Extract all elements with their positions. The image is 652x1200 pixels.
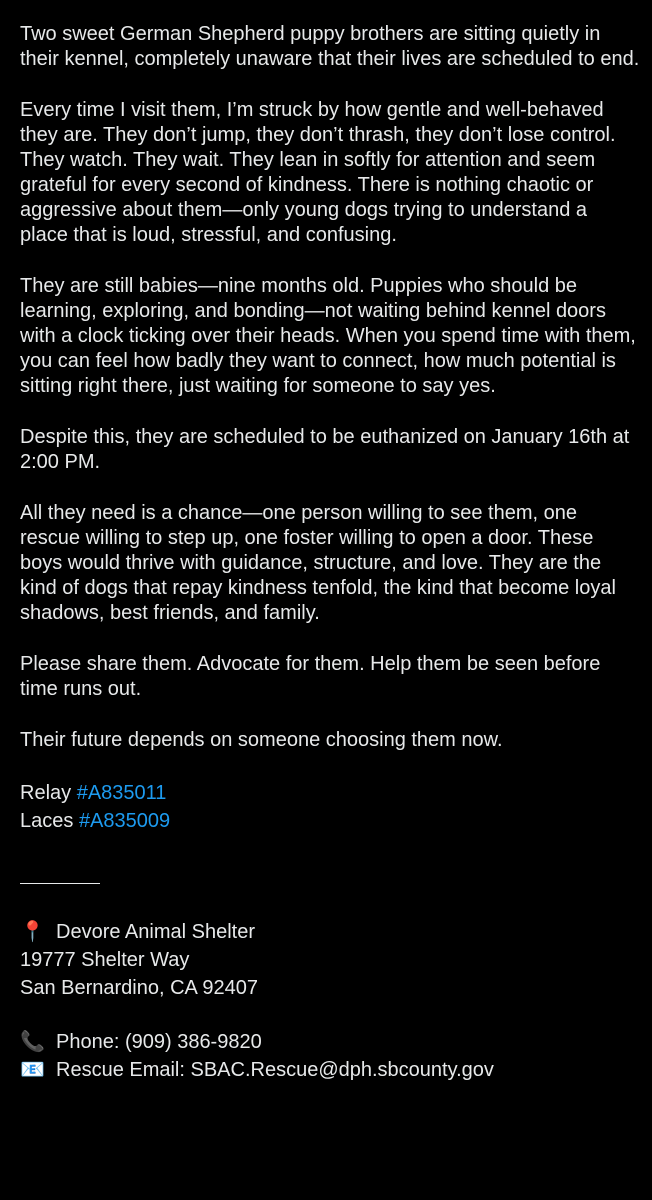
dog-name: Laces	[20, 810, 74, 832]
contact-info	[20, 1028, 640, 1084]
paragraph-schedule: Despite this, they are scheduled to be euthanized on January 16th at 2:00 PM.	[20, 426, 630, 473]
email-line	[20, 1056, 640, 1084]
dog-list	[20, 779, 640, 835]
shelter-city: San Bernardino, CA 92407	[20, 977, 258, 999]
paragraph-future: Their future depends on someone choosing them now.	[20, 729, 503, 751]
post-body	[20, 22, 640, 1084]
paragraph-gentle: Every time I visit them, I’m struck by how gentle and well-behaved they are. They don’t jump, they don’t thrash, they don’t lose control. They watch. They wait. They lean in softly for attention and seem grateful for every second of kindness. There is nothing chaotic or aggressive about them—only young dogs trying to understand a place that is loud, stressful, and confusing.	[20, 99, 616, 246]
phone-line	[20, 1028, 640, 1056]
phone-icon: 📞	[20, 1031, 45, 1053]
email-text: Rescue Email: SBAC.Rescue@dph.sbcounty.gov	[56, 1059, 494, 1081]
dog-name: Relay	[20, 782, 72, 804]
pin-icon: 📍	[20, 921, 45, 943]
paragraph-babies: They are still babies—nine months old. Puppies who should be learning, exploring, and bonding—not waiting behind kennel doors with a clock ticking over their heads. When you spend time with them, you can feel how badly they want to connect, how much potential is sitting right there, just waiting for someone to say yes.	[20, 275, 636, 397]
paragraph-chance: All they need is a chance—one person willing to see them, one rescue willing to step up, one foster willing to open a door. These boys would thrive with guidance, structure, and love. They are the kind of dogs that repay kindness tenfold, the kind that become loyal shadows, best friends, and family.	[20, 502, 616, 624]
shelter-name: Devore Animal Shelter	[56, 921, 255, 943]
hashtag-link[interactable]: #A835009	[78, 810, 171, 832]
divider	[20, 883, 100, 884]
shelter-name-line	[20, 918, 640, 946]
paragraph-share: Please share them. Advocate for them. Help them be seen before time runs out.	[20, 653, 601, 700]
hashtag-link[interactable]: #A835011	[76, 782, 167, 804]
shelter-address	[20, 918, 640, 1002]
dog-relay	[20, 779, 640, 807]
email-icon: 📧	[20, 1059, 45, 1081]
paragraph-intro: Two sweet German Shepherd puppy brothers are sitting quietly in their kennel, completely unaware that their lives are scheduled to end.	[20, 23, 640, 70]
phone-text: Phone: (909) 386-9820	[56, 1031, 262, 1053]
shelter-street: 19777 Shelter Way	[20, 949, 190, 971]
dog-laces	[20, 807, 640, 835]
